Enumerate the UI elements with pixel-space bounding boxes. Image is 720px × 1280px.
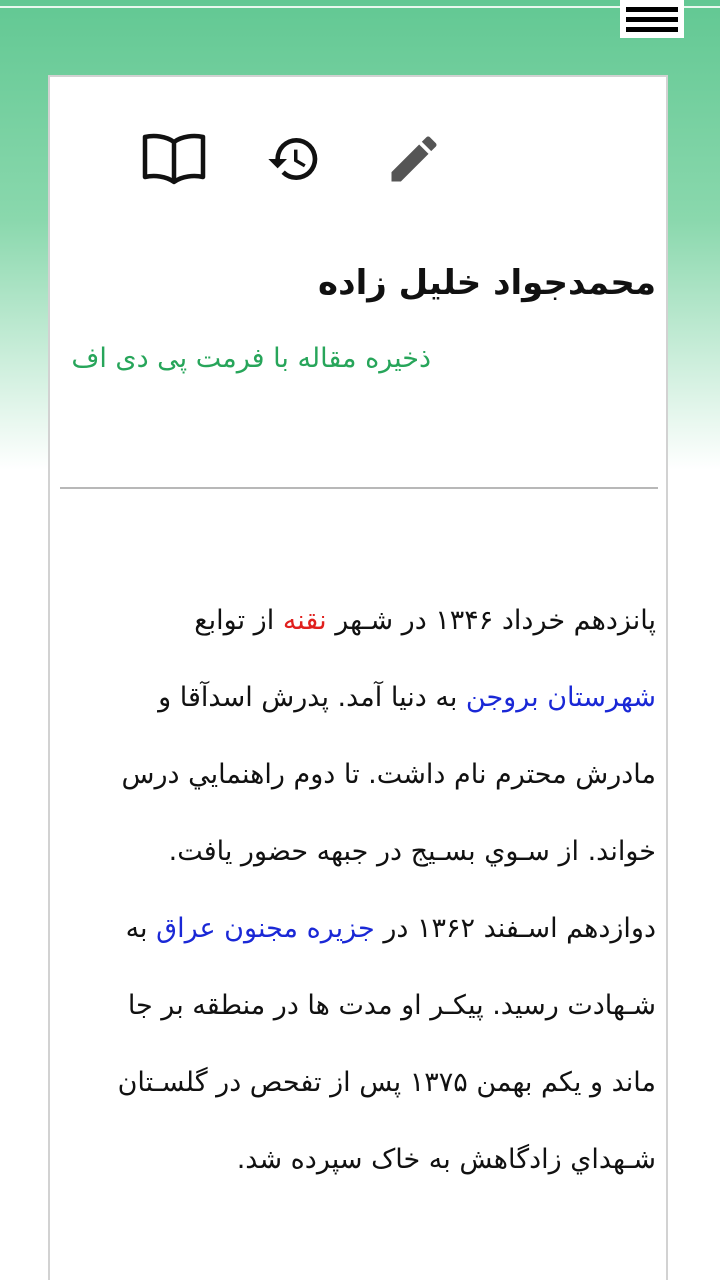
article-line: شهرستان بروجن به دنیا آمد. پدرش اسدآقا و (158, 682, 656, 713)
hamburger-menu-icon-bar (626, 17, 678, 22)
article-body (60, 582, 656, 1198)
history-button[interactable] (258, 127, 330, 191)
article-line: شـهداي زادگاهش به خاک سپرده شد. (236, 1144, 656, 1175)
top-edge-line (0, 6, 720, 8)
divider (60, 487, 658, 489)
article-line: مادرش محترم نام داشت. تا دوم راهنمايي درس (121, 759, 656, 790)
link-borujen-county[interactable]: شهرستان بروجن (465, 682, 656, 713)
menu-button[interactable] (620, 0, 684, 38)
article-line: خواند. از سـوي بسـيج در جبهه حضور يافت. (168, 836, 656, 867)
article-line: شـهادت رسید. پیکـر او مدت ها در منطقه بر جا (127, 990, 656, 1021)
article-line: دوازدهم اسـفند ۱۳۶۲ در جزیره مجنون عراق به (125, 913, 656, 944)
hamburger-menu-icon (626, 7, 678, 12)
article-line: پانزدهم خرداد ۱۳۴۶ در شـهر نقنه از توابع (194, 605, 656, 636)
link-naghneh[interactable]: نقنه (282, 605, 327, 636)
hamburger-menu-icon-bar (626, 27, 678, 32)
edit-button[interactable] (378, 127, 450, 191)
save-pdf-link[interactable]: ذخیره مقاله با فرمت پی دی اف (71, 343, 431, 374)
article-card (48, 75, 668, 1280)
edit-pencil-icon (384, 129, 444, 189)
read-button[interactable] (138, 127, 210, 191)
link-majnoon-island[interactable]: جزیره مجنون عراق (156, 913, 375, 944)
page-title: محمدجواد خلیل زاده (318, 263, 656, 303)
article-line: ماند و یکم بهمن ۱۳۷۵ پس از تفحص در گلسـتان (117, 1067, 656, 1098)
history-icon (266, 131, 322, 187)
book-icon (142, 133, 206, 185)
